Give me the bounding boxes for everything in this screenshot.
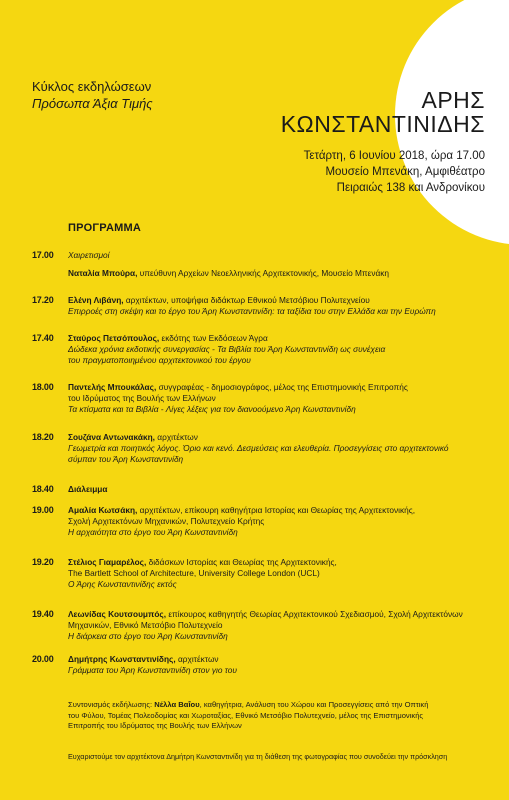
program-time: 19.00	[32, 505, 54, 515]
event-details	[304, 148, 485, 196]
program-item-body	[68, 505, 488, 539]
talk-title: Επιρροές στη σκέψη και το έργο του Άρη Κωνσταντινίδη: τα ταξίδια του στην Ελλάδα και την Ευρώπη	[68, 306, 436, 317]
text-segment: Επιτροπής του Ιδρύματος της Βουλής των Ελλήνων	[68, 721, 242, 730]
talk-title: Δώδεκα χρόνια εκδοτικής συνεργασίας - Τα Βιβλία του Άρη Κωνσταντινίδη ως συνέχεια	[68, 344, 386, 355]
text-segment: The Bartlett School of Architecture, University College London (UCL)	[68, 568, 320, 579]
event-venue: Μουσείο Μπενάκη, Αμφιθέατρο	[325, 166, 485, 178]
program-line	[68, 557, 488, 568]
program-line	[68, 306, 488, 317]
speaker-name: Αμαλία Κωτσάκη,	[68, 505, 138, 515]
program-line	[68, 295, 488, 306]
talk-title: Χαιρετισμοί	[68, 250, 110, 260]
talk-title: Ο Άρης Κωνσταντινίδης εκτός	[68, 579, 177, 590]
program-time: 17.00	[32, 250, 54, 260]
coordination-note	[68, 700, 463, 732]
text-segment: αρχιτέκτων	[155, 432, 198, 442]
text-segment: αρχιτέκτων, επίκουρη καθηγήτρια Ιστορίας και Θεωρίας της Αρχιτεκτονικής,	[137, 505, 416, 515]
program-item-body	[68, 250, 488, 261]
speaker-name: Σταύρος Πετσόπουλος,	[68, 333, 160, 343]
text-segment: συγγραφέας - δημοσιογράφος, μέλος της Επιστημονικής Επιτροπής	[156, 382, 408, 392]
event-series	[32, 78, 153, 112]
thanks-note: Ευχαριστούμε τον αρχιτέκτονα Δημήτρη Κωνσταντινίδη για τη διάθεση της φωτογραφίας που συνοδεύει την πρόσκληση	[68, 752, 448, 761]
title-line-2: ΚΩΝΣΤΑΝΤΙΝΙΔΗΣ	[280, 111, 485, 137]
program-heading: ΠΡΟΓΡΑΜΜΑ	[68, 222, 141, 234]
speaker-name: Παντελής Μπουκάλας,	[68, 382, 157, 392]
program-line	[68, 404, 488, 415]
talk-title: Γεωμετρία και ποιητικός λόγος. Όριο και κενό. Δεσμεύσεις και ελευθερία. Προσεγγίσεις στο αρχιτεκτονικό	[68, 443, 449, 454]
program-time: 19.40	[32, 609, 54, 619]
talk-title: του πραγματοποιημένου αρχιτεκτονικού του έργου	[68, 355, 251, 366]
program-time: 17.40	[32, 333, 54, 343]
speaker-name: Διάλειμμα	[68, 484, 108, 494]
event-date: Τετάρτη, 6 Ιουνίου 2018, ώρα 17.00	[303, 150, 485, 162]
text-segment: Συντονισμός εκδήλωσης:	[68, 700, 155, 709]
text-segment: , καθηγήτρια, Ανάλυση του Χώρου και Προσεγγίσεις από την Οπτική	[199, 700, 429, 709]
program-item-body	[68, 484, 488, 495]
program-line	[68, 609, 488, 620]
program-time: 20.00	[32, 654, 54, 664]
speaker-name: Δημήτρης Κωνσταντινίδης,	[68, 654, 176, 664]
program-time: 19.20	[32, 557, 54, 567]
talk-title: Η αρχαιότητα στο έργο του Άρη Κωνσταντινίδη	[68, 527, 238, 538]
program-line	[68, 250, 488, 261]
talk-title: Η διάρκεια στο έργο του Άρη Κωνσταντινίδη	[68, 631, 228, 642]
program-item-body	[68, 654, 488, 676]
text-segment: αρχιτέκτων, υποψήφια διδάκτωρ Εθνικού Μετσόβιου Πολυτεχνείου	[123, 295, 370, 305]
program-line	[68, 505, 488, 516]
text-segment: υπεύθυνη Αρχείων Νεοελληνικής Αρχιτεκτονικής, Μουσείο Μπενάκη	[137, 268, 390, 278]
coordination-line	[68, 721, 463, 732]
program-line	[68, 268, 488, 279]
program-line	[68, 516, 488, 527]
speaker-name: Ελένη Λιβάνη,	[68, 295, 124, 305]
program-line	[68, 579, 488, 590]
text-segment: του Ιδρύματος της Βουλής των Ελλήνων	[68, 393, 216, 404]
program-time: 17.20	[32, 295, 54, 305]
text-segment: αρχιτέκτων	[175, 654, 219, 664]
program-line	[68, 631, 488, 642]
program-line	[68, 355, 488, 366]
program-line	[68, 454, 488, 465]
text-segment: επίκουρος καθηγητής Θεωρίας Αρχιτεκτονικού Σχεδιασμού, Σχολή Αρχιτεκτόνων	[166, 609, 463, 619]
text-segment: διδάσκων Ιστορίας και Θεωρίας της Αρχιτεκτονικής,	[146, 557, 337, 567]
text-segment: Μηχανικών, Εθνικό Μετσόβιο Πολυτεχνείο	[68, 620, 223, 631]
program-line	[68, 382, 488, 393]
coordination-line	[68, 711, 463, 722]
program-item-body	[68, 382, 488, 416]
talk-title: σύμπαν του Άρη Κωνσταντινίδη	[68, 454, 184, 465]
series-subtitle: Πρόσωπα Άξια Τιμής	[32, 96, 153, 111]
program-time: 18.40	[32, 484, 54, 494]
speaker-name: Λεωνίδας Κουτσουμπός,	[68, 609, 167, 619]
talk-title: Γράμματα του Άρη Κωνσταντινίδη στον γιο του	[68, 665, 237, 676]
program-item-body	[68, 432, 488, 466]
program-line	[68, 620, 488, 631]
event-address: Πειραιώς 138 και Ανδρονίκου	[336, 182, 485, 194]
program-line	[68, 443, 488, 454]
honoree-title	[281, 88, 485, 136]
program-line	[68, 665, 488, 676]
coordination-line	[68, 700, 463, 711]
talk-title: Τα κτίσματα και τα Βιβλία - Λίγες λέξεις για τον διανοούμενο Άρη Κωνσταντινίδη	[68, 404, 356, 415]
program-item-body	[68, 609, 488, 643]
program-line	[68, 654, 488, 665]
program-time: 18.20	[32, 432, 54, 442]
speaker-name: Σουζάνα Αντωνακάκη,	[68, 432, 155, 442]
program-item-body	[68, 333, 488, 367]
program-item-body	[68, 295, 488, 317]
speaker-name: Νέλλα Βαΐου	[154, 700, 200, 709]
text-segment: του Φύλου, Τομέας Πολεοδομίας και Χωροταξίας, Εθνικό Μετσόβιο Πολυτεχνείο, μέλος της Επιστημονικής	[68, 710, 424, 720]
program-line	[68, 344, 488, 355]
program-line	[68, 432, 488, 443]
program-line	[68, 333, 488, 344]
speaker-name: Στέλιος Γιαμαρέλος,	[68, 557, 147, 567]
program-item-body	[68, 557, 488, 591]
program-line	[68, 484, 488, 495]
speaker-name: Ναταλία Μπούρα,	[68, 268, 138, 278]
series-label: Κύκλος εκδηλώσεων	[32, 79, 152, 94]
program-time: 18.00	[32, 382, 54, 392]
title-line-1: ΑΡΗΣ	[421, 87, 485, 113]
text-segment: Σχολή Αρχιτεκτόνων Μηχανικών, Πολυτεχνείο Κρήτης	[68, 516, 265, 527]
program-line	[68, 393, 488, 404]
program-line	[68, 527, 488, 538]
text-segment: εκδότης των Εκδόσεων Άγρα	[159, 333, 268, 343]
program-item-body	[68, 268, 488, 279]
program-line	[68, 568, 488, 579]
